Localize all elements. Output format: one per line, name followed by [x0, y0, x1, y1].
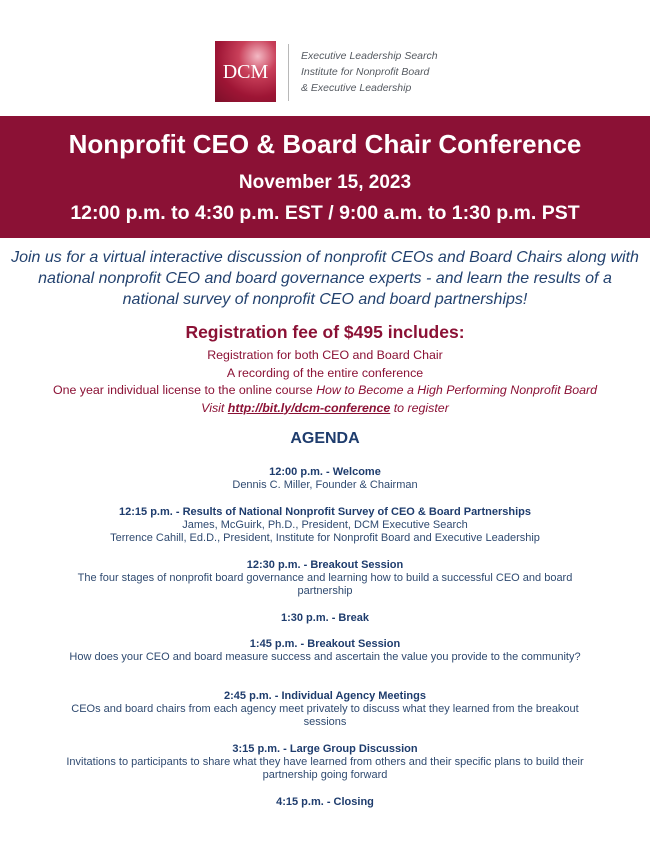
- license-prefix: One year individual license to the online course: [52, 383, 317, 397]
- fee-item-visit: [0, 400, 650, 418]
- agenda-item-detail: Dennis C. Miller, Founder & Chairman: [232, 479, 418, 491]
- agenda-item: [60, 466, 590, 492]
- agenda-item-detail: The four stages of nonprofit board governance and learning how to build a successful CEO and board partnership: [77, 572, 573, 597]
- tagline-line-3: & Executive Leadership: [301, 82, 412, 94]
- agenda-item-detail: How does your CEO and board measure success and ascertain the value you provide to the community?: [69, 651, 581, 663]
- agenda-item: [60, 612, 590, 625]
- agenda-item-detail: CEOs and board chairs from each agency meet privately to discuss what they learned from the breakout sessions: [71, 703, 579, 728]
- agenda-item: [60, 796, 590, 809]
- agenda-item: [60, 506, 590, 545]
- tagline-line-2: Institute for Nonprofit Board: [301, 66, 430, 78]
- course-name: How to Become a High Performing Nonprofit Board: [316, 383, 598, 397]
- conference-time: 12:00 p.m. to 4:30 p.m. EST / 9:00 a.m. to 1:30 p.m. PST: [70, 202, 580, 224]
- agenda-item: [60, 690, 590, 729]
- agenda-item-time: 12:30 p.m. - Breakout Session: [246, 559, 404, 571]
- tagline-line-1: Executive Leadership Search: [301, 50, 438, 62]
- fee-title: Registration fee of $495 includes:: [185, 322, 465, 342]
- fee-item-license: [0, 382, 650, 400]
- agenda-title: AGENDA: [290, 430, 360, 447]
- intro-text: Join us for a virtual interactive discussion of nonprofit CEOs and Board Chairs along with national nonprofit CEO and board governance experts - and learn the results of a national survey of nonprofit CEO and board partnerships!: [11, 249, 639, 308]
- fee-list: [0, 347, 650, 417]
- agenda-item-time: 3:15 p.m. - Large Group Discussion: [232, 743, 418, 755]
- registration-link[interactable]: http://bit.ly/dcm-conference: [227, 400, 391, 415]
- agenda-item: [60, 559, 590, 598]
- agenda-item-time: 2:45 p.m. - Individual Agency Meetings: [224, 690, 426, 702]
- agenda-item-time: 12:00 p.m. - Welcome: [269, 466, 381, 478]
- logo-divider: [288, 44, 289, 101]
- agenda-item-time: 4:15 p.m. - Closing: [276, 796, 374, 808]
- fee-item-registration: Registration for both CEO and Board Chair: [207, 348, 443, 362]
- conference-title: Nonprofit CEO & Board Chair Conference: [68, 129, 582, 159]
- agenda-item-detail: Terrence Cahill, Ed.D., President, Institute for Nonprofit Board and Executive Leadership: [110, 532, 540, 544]
- visit-prefix: Visit: [201, 400, 228, 415]
- agenda-item-time: 1:30 p.m. - Break: [280, 612, 370, 624]
- logo-text: DCM: [222, 61, 269, 83]
- agenda-item-time: 12:15 p.m. - Results of National Nonprofit Survey of CEO & Board Partnerships: [119, 506, 531, 518]
- header: [0, 0, 650, 116]
- agenda-item-detail: James, McGuirk, Ph.D., President, DCM Executive Search: [182, 519, 468, 531]
- conference-date: November 15, 2023: [238, 172, 412, 193]
- fee-item-recording: A recording of the entire conference: [226, 365, 424, 380]
- agenda-item-time: 1:45 p.m. - Breakout Session: [249, 638, 401, 650]
- agenda-item: [60, 743, 590, 782]
- agenda-item-detail: Invitations to participants to share what they have learned from others and their specific plans to build their partnership going forward: [66, 756, 584, 781]
- agenda-item: [60, 638, 590, 664]
- visit-suffix: to register: [390, 400, 449, 415]
- title-banner: [0, 116, 650, 238]
- dcm-logo: [215, 41, 276, 102]
